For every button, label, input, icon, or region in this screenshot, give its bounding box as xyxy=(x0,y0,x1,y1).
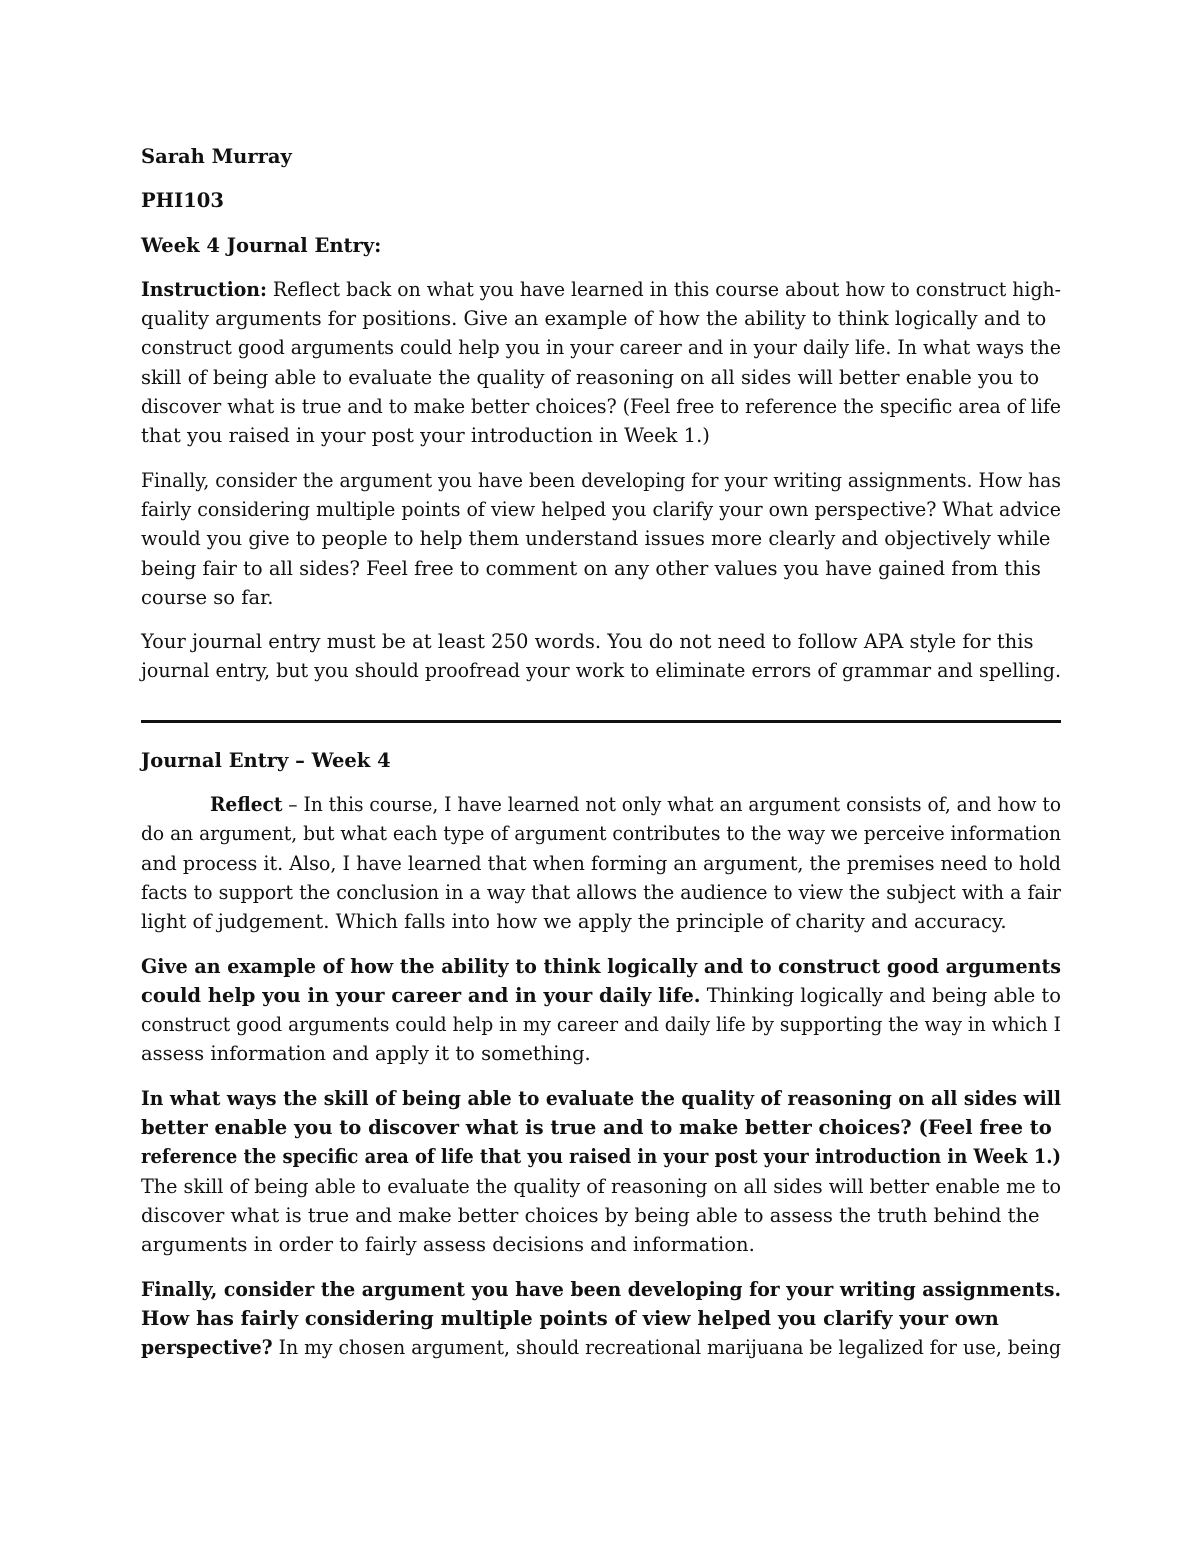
instruction-paragraph-finally xyxy=(141,466,1061,612)
question-line: Give an example of how the ability to think logically and to construct good arguments xyxy=(141,954,1061,978)
reflect-line: do an argument, but what each type of argument contributes to the way we perceive information xyxy=(141,822,1061,846)
question-one-paragraph xyxy=(141,952,1061,1069)
instruction-line: Finally, consider the argument you have been developing for your writing assignments. How has xyxy=(141,468,1061,492)
reflect-label: Reflect xyxy=(210,793,283,817)
entry-title: Journal Entry – Week 4 xyxy=(141,748,391,772)
question-text: perspective? xyxy=(141,1336,273,1360)
question-answer-line xyxy=(141,981,1061,1010)
instruction-line: discover what is true and to make better choices? (Feel free to reference the specific area of life xyxy=(141,395,1061,419)
document-page xyxy=(141,142,1061,1377)
course-code: PHI103 xyxy=(141,189,224,213)
answer-line: The skill of being able to evaluate the quality of reasoning on all sides will better enable me to xyxy=(141,1174,1061,1198)
answer-line: construct good arguments could help in my career and daily life by supporting the way in which I xyxy=(141,1013,1061,1037)
instruction-line: construct good arguments could help you in your career and in your daily life. In what ways the xyxy=(141,336,1061,360)
answer-line: arguments in order to fairly assess decisions and information. xyxy=(141,1233,755,1257)
question-two-paragraph xyxy=(141,1084,1061,1260)
instruction-line: quality arguments for positions. Give an example of how the ability to think logically and to xyxy=(141,307,1047,331)
instruction-line: would you give to people to help them understand issues more clearly and objectively while xyxy=(141,527,1051,551)
question-three-paragraph xyxy=(141,1275,1061,1363)
reflect-line: light of judgement. Which falls into how we apply the principle of charity and accuracy. xyxy=(141,910,1007,934)
answer-line: assess information and apply it to something. xyxy=(141,1042,591,1066)
question-line: Finally, consider the argument you have been developing for your writing assignments. xyxy=(141,1277,1061,1301)
instruction-line: being fair to all sides? Feel free to comment on any other values you have gained from this xyxy=(141,556,1041,580)
instruction-line: journal entry, but you should proofread your work to eliminate errors of grammar and spelling. xyxy=(141,659,1061,683)
reflect-line: and process it. Also, I have learned that when forming an argument, the premises need to hold xyxy=(141,851,1061,875)
instruction-paragraph-requirements xyxy=(141,627,1061,686)
reflect-line: facts to support the conclusion in a way that allows the audience to view the subject with a fair xyxy=(141,880,1061,904)
answer-line: discover what is true and make better choices by being able to assess the truth behind the xyxy=(141,1203,1040,1227)
instruction-label: Instruction: xyxy=(141,277,267,301)
horizontal-divider xyxy=(141,720,1061,723)
instruction-paragraph xyxy=(141,275,1061,451)
reflect-paragraph xyxy=(141,790,1061,936)
question-line: reference the specific area of life that you raised in your post your introduction in Week 1.) xyxy=(141,1145,1061,1169)
reflect-line: Reflect – In this course, I have learned not only what an argument consists of, and how to xyxy=(210,793,1061,817)
instruction-line: Your journal entry must be at least 250 words. You do not need to follow APA style for this xyxy=(141,630,1034,654)
instruction-line: course so far. xyxy=(141,585,274,609)
instruction-line: that you raised in your post your introduction in Week 1.) xyxy=(141,424,710,448)
question-line: better enable you to discover what is true and to make better choices? (Feel free to xyxy=(141,1116,1052,1140)
instruction-line: skill of being able to evaluate the quality of reasoning on all sides will better enable you to xyxy=(141,365,1040,389)
question-text: could help you in your career and in your daily life. xyxy=(141,983,701,1007)
author-name: Sarah Murray xyxy=(141,145,292,168)
assignment-title: Week 4 Journal Entry: xyxy=(141,233,382,257)
instruction-line: fairly considering multiple points of view helped you clarify your own perspective? What advice xyxy=(141,497,1061,521)
answer-text: Thinking logically and being able to xyxy=(700,983,1061,1007)
question-line: In what ways the skill of being able to evaluate the quality of reasoning on all sides will xyxy=(141,1086,1061,1110)
instruction-line: Instruction: Reflect back on what you have learned in this course about how to construct high- xyxy=(141,277,1061,301)
question-answer-line xyxy=(141,1333,1061,1362)
question-line: How has fairly considering multiple points of view helped you clarify your own xyxy=(141,1306,999,1330)
answer-text: In my chosen argument, should recreational marijuana be legalized for use, being xyxy=(272,1336,1061,1360)
